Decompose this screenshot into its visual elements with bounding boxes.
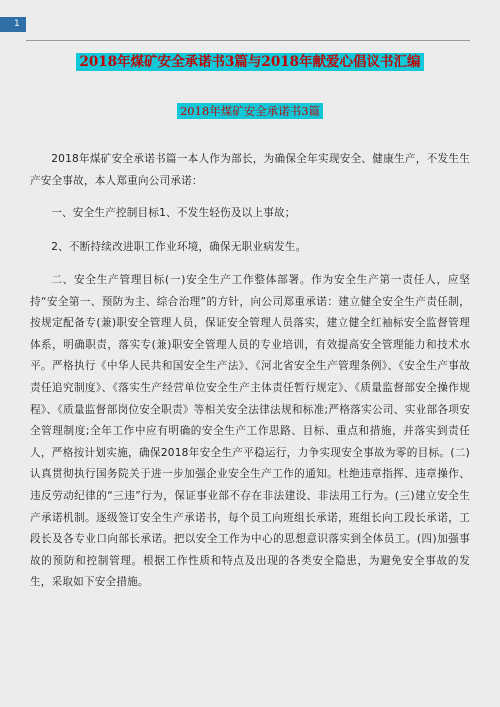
section-title-block (0, 100, 500, 119)
document-title: 2018年煤矿安全承诺书3篇与2018年献爱心倡议书汇编 (76, 53, 423, 71)
goal-item-2: 2、不断持续改进职工作业环境，确保无职业病发生。 (51, 241, 307, 253)
page-number-badge: 1 (0, 17, 26, 32)
document-body (30, 148, 470, 594)
goal-item-1: 一、安全生产控制目标1、不发生轻伤及以上事故； (51, 207, 296, 219)
management-paragraph: 二、安全生产管理目标(一)安全生产工作整体部署。作为安全生产第一责任人，应坚持“安全第一、预防为主、综合治理”的方针，向公司郑重承诺：建立健全安全生产责任制，按规定配备专(兼)职安全管理人员，保证安全管理人员落实，建立健全红袖标安全监督管理体系，明确职责，落实专(兼)职安全管理人员的专业培训，有效提高安全管理能力和技术水平。严格执行《中华人民共和国安全生产法》、《河北省安全生产管理条例》、《安全生产事故责任追究制度》、《落实生产经营单位安全生产主体责任暂行规定》、《质量监督部安全操作规程》、《质量监督部岗位安全职责》等相关安全法律法规和标准;严格落实公司、实业部各项安全管理制度;全年工作中应有明确的安全生产工作思路、目标、重点和措施，并落实到责任人，严格按计划实施，确保2018年安全生产平稳运行，力争实现安全事故为零的目标。(二)认真贯彻执行国务院关于进一步加强企业安全生产工作的通知。杜绝违章指挥、违章操作、违反劳动纪律的“三违”行为，保证事业部不存在非法建设、非法用工行为。(三)建立安全生产承诺机制。逐级签订安全生产承诺书，每个员工向班组长承诺，班组长向工段长承诺，工段长及各专业口向部长承诺。把以安全工作为中心的思想意识落实到全体员工。(四)加强事故的预防和控制管理。根据工作性质和特点及出现的各类安全隐患，为避免安全事故的发生，采取如下安全措施。 (30, 274, 470, 589)
document-title-block (0, 50, 500, 70)
section-title: 2018年煤矿安全承诺书3篇 (177, 103, 323, 119)
intro-paragraph: 2018年煤矿安全承诺书篇一本人作为部长，为确保全年实现安全、健康生产，不发生生产安全事故，本人郑重向公司承诺： (30, 153, 470, 187)
header-divider (26, 40, 470, 41)
